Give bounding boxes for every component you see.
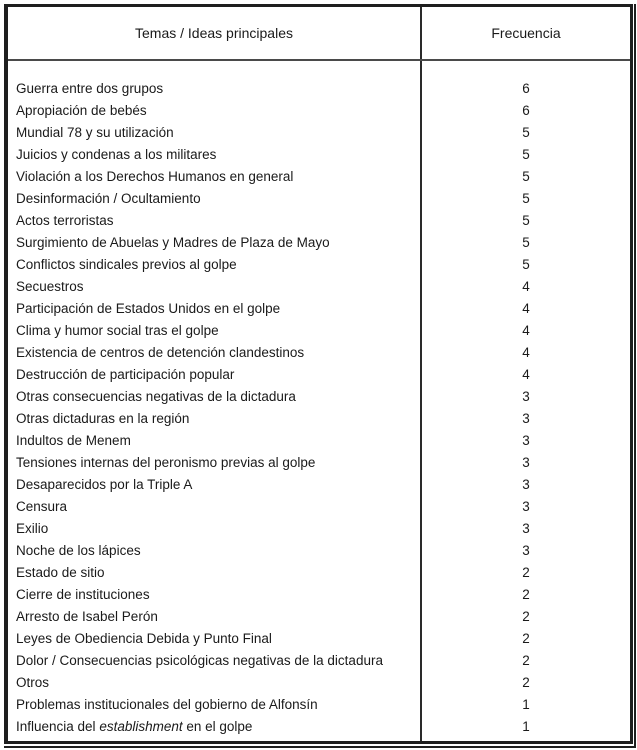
theme-cell: Apropiación de bebés bbox=[16, 103, 147, 118]
table-row bbox=[8, 320, 630, 342]
theme-cell: Destrucción de participación popular bbox=[16, 367, 235, 382]
table-row bbox=[8, 298, 630, 320]
theme-cell: Otras dictaduras en la región bbox=[16, 411, 190, 426]
theme-cell: Noche de los lápices bbox=[16, 543, 141, 558]
table-row bbox=[8, 518, 630, 540]
table-row bbox=[8, 540, 630, 562]
frequency-cell: 4 bbox=[522, 323, 530, 338]
frequency-table bbox=[4, 4, 633, 744]
table-header bbox=[8, 7, 630, 61]
theme-cell: Clima y humor social tras el golpe bbox=[16, 323, 219, 338]
table-row bbox=[8, 584, 630, 606]
table-row bbox=[8, 562, 630, 584]
table-row bbox=[8, 474, 630, 496]
frequency-cell: 6 bbox=[522, 81, 530, 96]
table-row bbox=[8, 386, 630, 408]
frequency-cell: 2 bbox=[522, 631, 530, 646]
table-row bbox=[8, 364, 630, 386]
frequency-cell: 4 bbox=[522, 345, 530, 360]
table-row bbox=[8, 452, 630, 474]
frequency-cell: 3 bbox=[522, 543, 530, 558]
theme-cell: Leyes de Obediencia Debida y Punto Final bbox=[16, 631, 272, 646]
frequency-cell: 3 bbox=[522, 455, 530, 470]
table-row bbox=[8, 628, 630, 650]
theme-cell: Conflictos sindicales previos al golpe bbox=[16, 257, 237, 272]
table-row bbox=[8, 430, 630, 452]
theme-text-before: Influencia del bbox=[16, 719, 100, 734]
frequency-cell: 3 bbox=[522, 433, 530, 448]
frequency-cell: 5 bbox=[522, 213, 530, 228]
table-row bbox=[8, 276, 630, 298]
frequency-cell: 2 bbox=[522, 587, 530, 602]
frequency-cell: 5 bbox=[522, 169, 530, 184]
table-body bbox=[8, 78, 630, 738]
theme-cell: Tensiones internas del peronismo previas al golpe bbox=[16, 455, 316, 470]
frequency-cell: 4 bbox=[522, 367, 530, 382]
table-row bbox=[8, 122, 630, 144]
theme-cell: Surgimiento de Abuelas y Madres de Plaza de Mayo bbox=[16, 235, 330, 250]
theme-cell: Arresto de Isabel Perón bbox=[16, 609, 158, 624]
table-row bbox=[8, 650, 630, 672]
frequency-cell: 6 bbox=[522, 103, 530, 118]
frequency-cell: 2 bbox=[522, 675, 530, 690]
frequency-cell: 4 bbox=[522, 301, 530, 316]
theme-cell: Mundial 78 y su utilización bbox=[16, 125, 174, 140]
theme-text-after: en el golpe bbox=[182, 719, 253, 734]
table-row bbox=[8, 210, 630, 232]
frequency-cell: 3 bbox=[522, 521, 530, 536]
theme-cell: Otras consecuencias negativas de la dictadura bbox=[16, 389, 296, 404]
frequency-cell: 5 bbox=[522, 147, 530, 162]
frequency-cell: 4 bbox=[522, 279, 530, 294]
table-row bbox=[8, 100, 630, 122]
theme-cell: Cierre de instituciones bbox=[16, 587, 150, 602]
table-row bbox=[8, 606, 630, 628]
theme-cell: Existencia de centros de detención clandestinos bbox=[16, 345, 305, 360]
theme-cell: Secuestros bbox=[16, 279, 84, 294]
table-row bbox=[8, 716, 630, 738]
frequency-cell: 5 bbox=[522, 191, 530, 206]
frequency-cell: 1 bbox=[522, 697, 530, 712]
header-themes: Temas / Ideas principales bbox=[135, 25, 293, 41]
frequency-cell: 5 bbox=[522, 235, 530, 250]
table-row bbox=[8, 694, 630, 716]
table-row bbox=[8, 672, 630, 694]
table-row bbox=[8, 144, 630, 166]
frequency-cell: 3 bbox=[522, 389, 530, 404]
theme-cell: Guerra entre dos grupos bbox=[16, 81, 164, 96]
frequency-cell: 3 bbox=[522, 499, 530, 514]
theme-cell: Desinformación / Ocultamiento bbox=[16, 191, 201, 206]
theme-cell: Indultos de Menem bbox=[16, 433, 131, 448]
table-row bbox=[8, 232, 630, 254]
theme-cell: Otros bbox=[16, 675, 50, 690]
frequency-cell: 2 bbox=[522, 653, 530, 668]
frequency-cell: 1 bbox=[522, 719, 530, 734]
theme-cell: Violación a los Derechos Humanos en general bbox=[16, 169, 294, 184]
theme-text-italic: establishment bbox=[99, 719, 183, 734]
theme-cell: Desaparecidos por la Triple A bbox=[16, 477, 193, 492]
table-row bbox=[8, 188, 630, 210]
table-row bbox=[8, 166, 630, 188]
table-row bbox=[8, 342, 630, 364]
theme-cell bbox=[16, 716, 252, 738]
theme-cell: Actos terroristas bbox=[16, 213, 114, 228]
frequency-cell: 5 bbox=[522, 257, 530, 272]
theme-cell: Problemas institucionales del gobierno de Alfonsín bbox=[16, 697, 318, 712]
theme-cell: Participación de Estados Unidos en el golpe bbox=[16, 301, 281, 316]
frequency-cell: 3 bbox=[522, 477, 530, 492]
table-row bbox=[8, 408, 630, 430]
theme-cell: Juicios y condenas a los militares bbox=[16, 147, 217, 162]
theme-cell: Dolor / Consecuencias psicológicas negativas de la dictadura bbox=[16, 653, 383, 668]
table-row bbox=[8, 496, 630, 518]
table-row bbox=[8, 254, 630, 276]
table-row bbox=[8, 78, 630, 100]
theme-cell: Censura bbox=[16, 499, 68, 514]
frequency-cell: 2 bbox=[522, 609, 530, 624]
frequency-cell: 5 bbox=[522, 125, 530, 140]
frequency-cell: 3 bbox=[522, 411, 530, 426]
theme-cell: Exilio bbox=[16, 521, 49, 536]
header-frequency: Frecuencia bbox=[491, 25, 561, 41]
frequency-cell: 2 bbox=[522, 565, 530, 580]
theme-cell: Estado de sitio bbox=[16, 565, 105, 580]
